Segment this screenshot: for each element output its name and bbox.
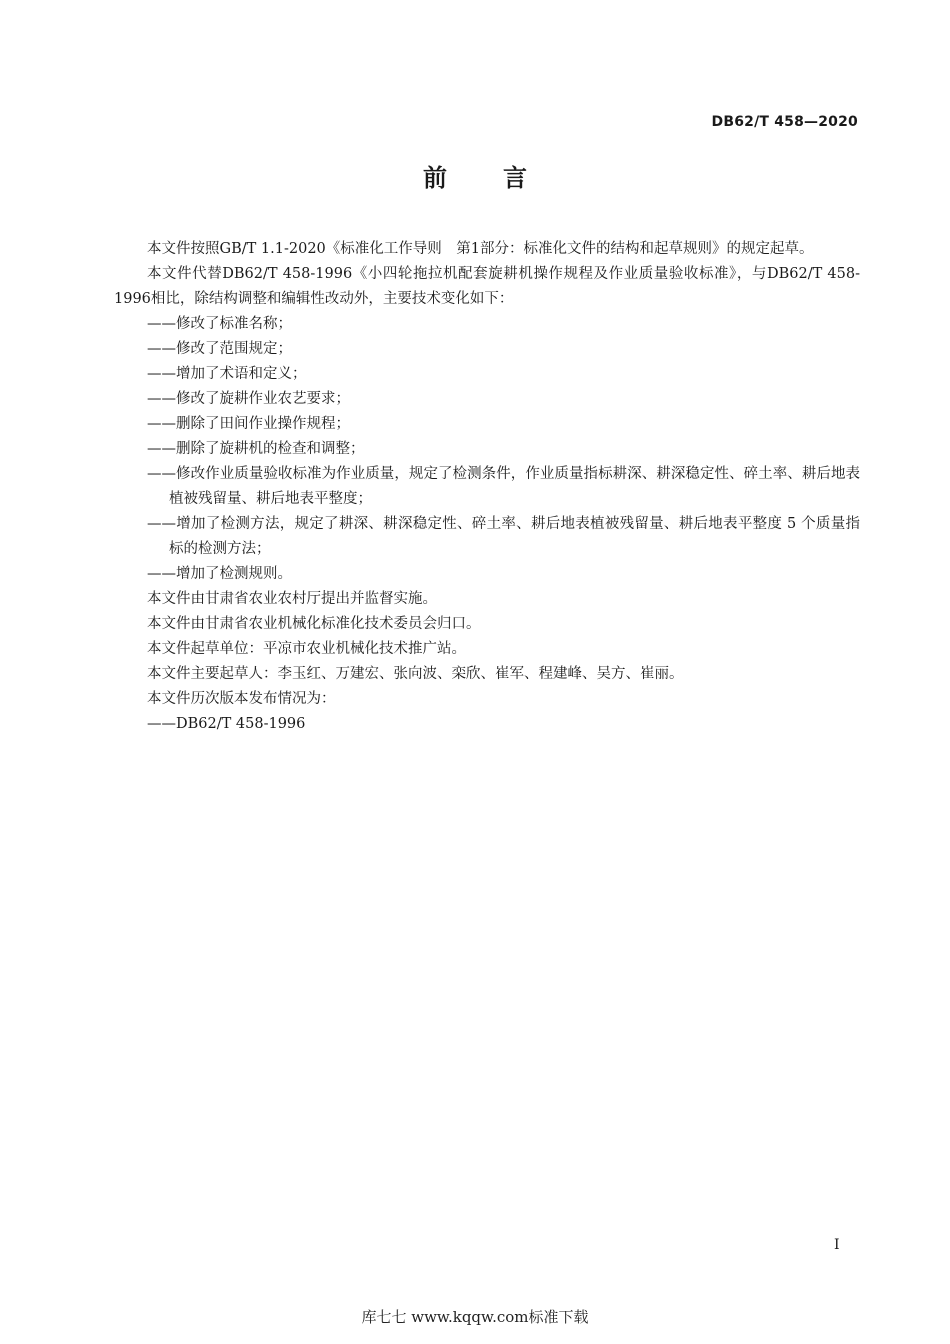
change-item: ——修改了旋耕作业农艺要求； — [147, 391, 350, 407]
page-title-part1: 前 — [423, 164, 447, 192]
change-item: ——增加了检测方法，规定了耕深、耕深稳定性、碎土率、耕后地表植被残留量、耕后地表平整度 5 个质量指标的检测方法； — [147, 516, 860, 557]
change-item: ——修改作业质量验收标准为作业质量，规定了检测条件，作业质量指标耕深、耕深稳定性、碎土率、耕后地表植被残留量、耕后地表平整度； — [147, 466, 860, 507]
footer-watermark: 库七七 www.kqqw.com标准下载 — [361, 1308, 589, 1326]
change-item: ——修改了范围规定； — [147, 341, 292, 357]
change-item: ——删除了田间作业操作规程； — [147, 416, 350, 432]
change-item: ——删除了旋耕机的检查和调整； — [147, 441, 365, 457]
paragraph: 本文件代替DB62/T 458-1996《小四轮拖拉机配套旋耕机操作规程及作业质量验收标准》，与DB62/T 458-1996相比，除结构调整和编辑性改动外，主要技术变化如下： — [114, 266, 860, 307]
change-item: ——修改了标准名称； — [147, 316, 292, 332]
paragraph: 本文件起草单位：平凉市农业机械化技术推广站。 — [147, 641, 466, 657]
paragraph: 本文件由甘肃省农业农村厅提出并监督实施。 — [147, 591, 437, 607]
foreword-body — [114, 237, 860, 737]
change-item: ——增加了术语和定义； — [147, 366, 307, 382]
paragraph: 本文件主要起草人：李玉红、万建宏、张向波、栾欣、崔军、程建峰、吴方、崔丽。 — [147, 666, 684, 682]
page-number: I — [834, 1237, 840, 1253]
paragraph: 本文件按照GB/T 1.1-2020《标准化工作导则 第1部分：标准化文件的结构和起草规则》的规定起草。 — [147, 241, 814, 257]
paragraph: 本文件历次版本发布情况为： — [147, 691, 336, 707]
change-item: ——增加了检测规则。 — [147, 566, 292, 582]
history-item: ——DB62/T 458-1996 — [147, 716, 306, 732]
page-title — [0, 158, 950, 193]
page-title-part2: 言 — [503, 164, 527, 192]
paragraph: 本文件由甘肃省农业机械化标准化技术委员会归口。 — [147, 616, 481, 632]
document-code: DB62/T 458—2020 — [711, 114, 858, 130]
